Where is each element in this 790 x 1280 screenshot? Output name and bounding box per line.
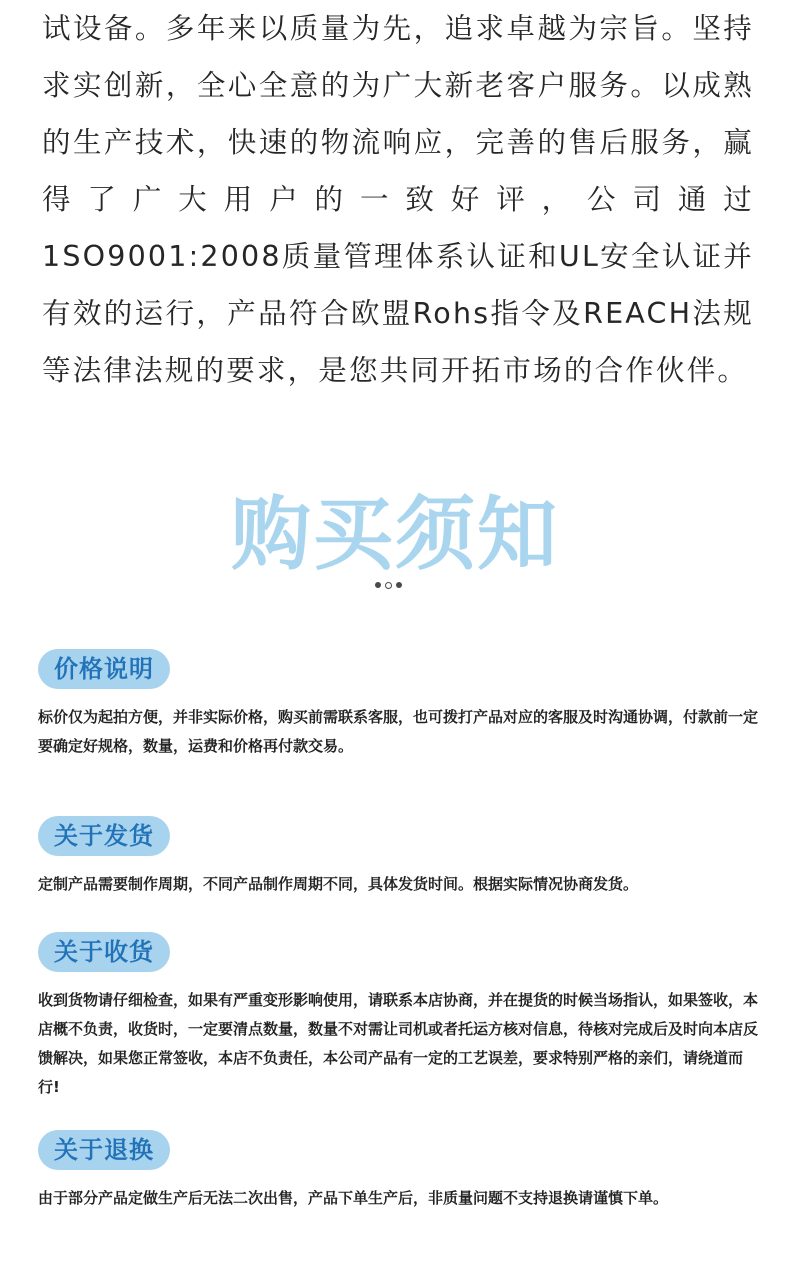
dot-hollow-icon <box>385 582 392 589</box>
section-receiving <box>38 932 760 1102</box>
section-returns-title: 关于退换 <box>38 1130 170 1170</box>
section-shipping-text: 定制产品需要制作周期，不同产品制作周期不同，具体发货时间。根据实际情况协商发货。 <box>38 875 639 893</box>
dot-icon <box>375 582 381 588</box>
section-returns-text: 由于部分产品定做生产后无法二次出售，产品下单生产后，非质量问题不支持退换请谨慎下单。 <box>38 1189 669 1207</box>
section-returns <box>38 1130 760 1213</box>
purchase-notice-title: 购买须知 <box>231 488 559 581</box>
section-receiving-title: 关于收货 <box>38 932 170 972</box>
section-price-text: 标价仅为起拍方便，并非实际价格，购买前需联系客服，也可拨打产品对应的客服及时沟通协调，付款前一定要确定好规格，数量，运费和价格再付款交易。 <box>38 708 759 755</box>
company-intro-paragraph: 试设备。多年来以质量为先，追求卓越为宗旨。坚持求实创新，全心全意的为广大新老客户服务。以成熟的生产技术，快速的物流响应，完善的售后服务，赢得了广大用户的一致好评，公司通过1SO9001:2008质量管理体系认证和UL安全认证并有效的运行，产品符合欧盟Rohs指令及REACH法规等法律法规的要求，是您共同开拓市场的合作伙伴。 <box>42 12 754 387</box>
section-shipping-title: 关于发货 <box>38 816 170 856</box>
section-receiving-text: 收到货物请仔细检查，如果有严重变形影响使用，请联系本店协商，并在提货的时候当场指认，如果签收，本店概不负责，收货时，一定要清点数量，数量不对需让司机或者托运方核对信息，待核对完成后及时向本店反馈解决，如果您正常签收，本店不负责任，本公司产品有一定的工艺误差，要求特别严格的亲们，请绕道而行! <box>38 991 759 1096</box>
dot-icon <box>396 582 402 588</box>
section-price <box>38 649 760 761</box>
carousel-dots <box>375 579 415 591</box>
section-price-title: 价格说明 <box>38 649 170 689</box>
section-shipping <box>38 816 760 899</box>
